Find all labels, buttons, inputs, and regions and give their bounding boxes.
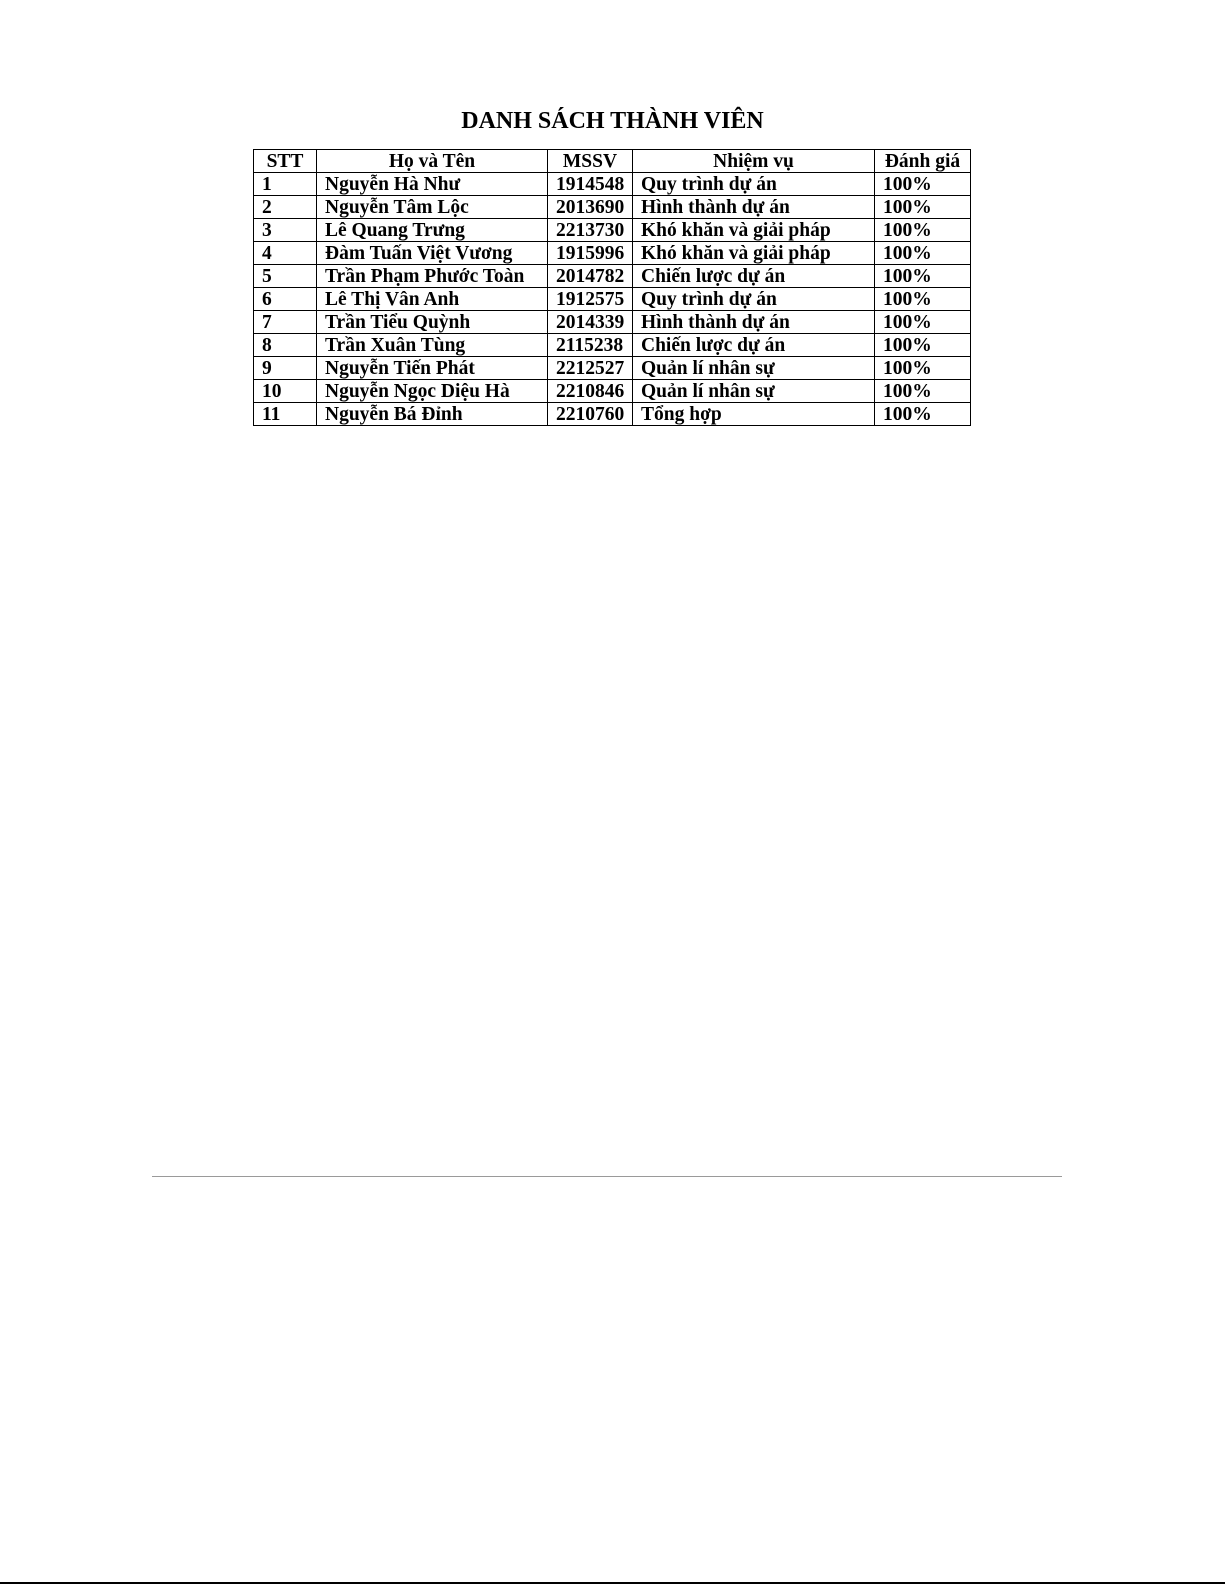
header-task: Nhiệm vụ: [633, 150, 875, 173]
cell-stt: 1: [254, 173, 317, 196]
cell-mssv: 2210846: [548, 380, 633, 403]
cell-name: Lê Quang Trưng: [317, 219, 548, 242]
cell-mssv: 2014782: [548, 265, 633, 288]
cell-task: Quy trình dự án: [633, 288, 875, 311]
cell-evaluation: 100%: [875, 265, 971, 288]
cell-mssv: 2213730: [548, 219, 633, 242]
cell-evaluation: 100%: [875, 173, 971, 196]
page-title: DANH SÁCH THÀNH VIÊN: [461, 108, 764, 134]
cell-task: Chiến lược dự án: [633, 265, 875, 288]
cell-stt: 7: [254, 311, 317, 334]
cell-task: Hình thành dự án: [633, 196, 875, 219]
cell-mssv: 2115238: [548, 334, 633, 357]
table-row: [254, 242, 971, 265]
header-evaluation: Đánh giá: [875, 150, 971, 173]
members-table: [253, 149, 971, 426]
cell-task: Hình thành dự án: [633, 311, 875, 334]
cell-name: Nguyễn Tâm Lộc: [317, 196, 548, 219]
cell-name: Trần Phạm Phước Toàn: [317, 265, 548, 288]
table-row: [254, 173, 971, 196]
cell-name: Trần Xuân Tùng: [317, 334, 548, 357]
cell-evaluation: 100%: [875, 357, 971, 380]
header-stt: STT: [254, 150, 317, 173]
cell-name: Nguyễn Tiến Phát: [317, 357, 548, 380]
cell-stt: 4: [254, 242, 317, 265]
table-row: [254, 196, 971, 219]
cell-mssv: 2210760: [548, 403, 633, 426]
header-name: Họ và Tên: [317, 150, 548, 173]
cell-name: Lê Thị Vân Anh: [317, 288, 548, 311]
cell-stt: 9: [254, 357, 317, 380]
table-row: [254, 380, 971, 403]
cell-name: Nguyễn Ngọc Diệu Hà: [317, 380, 548, 403]
cell-evaluation: 100%: [875, 219, 971, 242]
cell-evaluation: 100%: [875, 196, 971, 219]
cell-stt: 6: [254, 288, 317, 311]
cell-stt: 8: [254, 334, 317, 357]
cell-task: Quản lí nhân sự: [633, 357, 875, 380]
cell-name: Đàm Tuấn Việt Vương: [317, 242, 548, 265]
cell-mssv: 2014339: [548, 311, 633, 334]
table-row: [254, 334, 971, 357]
cell-mssv: 2013690: [548, 196, 633, 219]
cell-stt: 5: [254, 265, 317, 288]
cell-task: Quy trình dự án: [633, 173, 875, 196]
cell-evaluation: 100%: [875, 403, 971, 426]
cell-mssv: 1912575: [548, 288, 633, 311]
cell-evaluation: 100%: [875, 242, 971, 265]
cell-task: Chiến lược dự án: [633, 334, 875, 357]
cell-mssv: 2212527: [548, 357, 633, 380]
cell-stt: 3: [254, 219, 317, 242]
cell-name: Trần Tiểu Quỳnh: [317, 311, 548, 334]
cell-evaluation: 100%: [875, 288, 971, 311]
cell-mssv: 1914548: [548, 173, 633, 196]
cell-evaluation: 100%: [875, 334, 971, 357]
page-bottom-edge: [0, 1582, 1225, 1584]
cell-task: Khó khăn và giải pháp: [633, 242, 875, 265]
cell-stt: 10: [254, 380, 317, 403]
header-mssv: MSSV: [548, 150, 633, 173]
table-header-row: [254, 150, 971, 173]
cell-evaluation: 100%: [875, 311, 971, 334]
footer-divider: [152, 1176, 1062, 1177]
cell-mssv: 1915996: [548, 242, 633, 265]
table-row: [254, 219, 971, 242]
cell-name: Nguyễn Hà Như: [317, 173, 548, 196]
cell-evaluation: 100%: [875, 380, 971, 403]
cell-stt: 2: [254, 196, 317, 219]
cell-stt: 11: [254, 403, 317, 426]
cell-task: Quản lí nhân sự: [633, 380, 875, 403]
cell-task: Khó khăn và giải pháp: [633, 219, 875, 242]
table-row: [254, 311, 971, 334]
table-row: [254, 403, 971, 426]
table-row: [254, 288, 971, 311]
table-row: [254, 357, 971, 380]
cell-task: Tổng hợp: [633, 403, 875, 426]
table-row: [254, 265, 971, 288]
cell-name: Nguyễn Bá Đỉnh: [317, 403, 548, 426]
